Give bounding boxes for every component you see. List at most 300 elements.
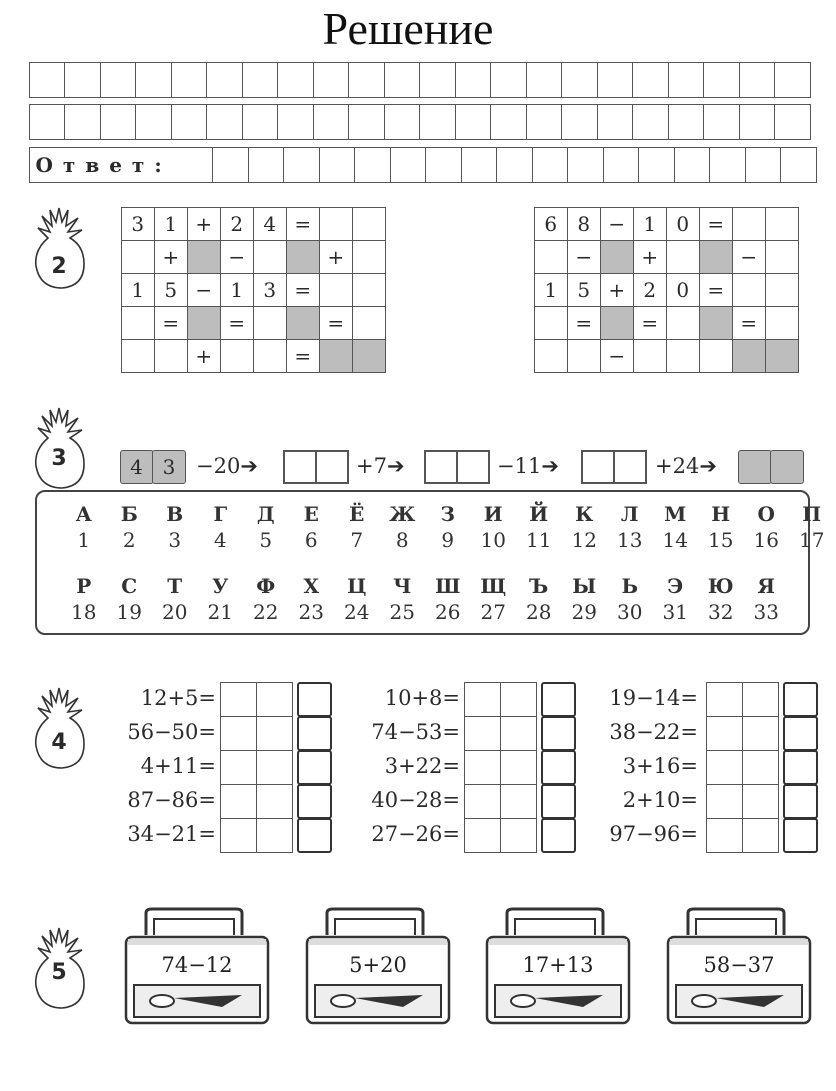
grid-cell[interactable] [666, 306, 701, 341]
grid-cell: = [286, 207, 321, 242]
answer-cell[interactable] [464, 682, 501, 717]
pineapple-icon [28, 680, 90, 770]
answer-cell[interactable] [456, 450, 490, 484]
letter: Б [120, 502, 138, 526]
alphabet-item [198, 502, 244, 552]
grid-cell: 1 [154, 207, 189, 242]
answer-label: Ответ: [29, 147, 214, 183]
kettle-expression: 5+20 [349, 953, 407, 977]
exercise-number: 2 [51, 254, 67, 279]
answer-cell[interactable] [674, 147, 711, 183]
letter: Ф [256, 574, 276, 598]
letter-number: 22 [253, 600, 279, 624]
grid-cell[interactable] [534, 306, 569, 341]
answer-cell[interactable] [500, 818, 537, 853]
letter: Н [711, 502, 731, 526]
answer-cell[interactable] [248, 147, 285, 183]
alphabet-item [107, 574, 153, 624]
answer-row [30, 104, 811, 140]
alphabet-item [61, 574, 107, 624]
letter-number: 6 [304, 528, 318, 552]
answer-cell[interactable] [256, 784, 293, 819]
answer-cell[interactable] [668, 62, 705, 98]
letter-number: 8 [395, 528, 409, 552]
answer-cell[interactable] [638, 147, 675, 183]
answer-cell[interactable] [390, 147, 427, 183]
grid-cell: = [567, 306, 602, 341]
grid-cell[interactable] [732, 273, 767, 308]
letter-cell[interactable] [783, 716, 818, 751]
chain-box [425, 450, 490, 484]
answer-cell[interactable] [742, 818, 779, 853]
grid-cell[interactable] [765, 240, 800, 275]
grid-cell[interactable] [600, 240, 635, 275]
grid-cell: − [600, 207, 635, 242]
page-title: Решение [322, 3, 494, 54]
letter-number: 14 [662, 528, 688, 552]
answer-cell[interactable] [100, 104, 137, 140]
answer-cell[interactable] [706, 682, 743, 717]
exercise-2-badge [28, 200, 90, 290]
answer-cell[interactable] [64, 104, 101, 140]
grid-cell[interactable] [352, 240, 387, 275]
letter-number: 1 [77, 528, 91, 552]
chain-op: −11➔ [497, 454, 559, 478]
letter: Ё [349, 502, 365, 526]
grid-cell: 3 [121, 207, 156, 242]
grid-row [122, 208, 386, 241]
letter-cell[interactable] [783, 784, 818, 819]
alphabet-item [380, 502, 426, 552]
grid-cell[interactable] [187, 240, 222, 275]
answer-cell[interactable] [242, 62, 279, 98]
letter-cell[interactable] [541, 784, 576, 819]
answer-cell[interactable] [313, 104, 350, 140]
answer-cell[interactable] [742, 716, 779, 751]
grid-row [535, 241, 799, 274]
answer-cell[interactable] [706, 818, 743, 853]
answer-cell[interactable] [277, 62, 314, 98]
expression: 3+22= [384, 754, 460, 778]
grid-cell[interactable] [286, 240, 321, 275]
alphabet-item [425, 574, 471, 624]
chain-box [284, 450, 349, 484]
grid-cell: + [187, 339, 222, 374]
letter-number: 32 [708, 600, 734, 624]
grid-row [122, 274, 386, 307]
letter-number: 12 [571, 528, 597, 552]
expression: 10+8= [384, 686, 460, 710]
answer-cell[interactable] [490, 104, 527, 140]
expression: 40−28= [371, 788, 460, 812]
letter: У [212, 574, 229, 598]
letter: З [440, 502, 455, 526]
start-digit: 3 [152, 450, 186, 484]
answer-cell[interactable] [283, 147, 320, 183]
answer-cell[interactable] [632, 104, 669, 140]
answer-cell[interactable] [171, 62, 208, 98]
grid-cell[interactable] [187, 306, 222, 341]
answer-cell[interactable] [770, 450, 804, 484]
answer-cell[interactable] [455, 104, 492, 140]
answer-cell[interactable] [283, 450, 317, 484]
grid-cell[interactable] [600, 306, 635, 341]
answer-cell[interactable] [561, 104, 598, 140]
grid-cell[interactable] [121, 306, 156, 341]
chain-op: −20➔ [196, 454, 258, 478]
grid-row [122, 340, 386, 373]
alphabet-item [744, 574, 790, 624]
letter-cell[interactable] [541, 818, 576, 853]
letter-number: 18 [71, 600, 97, 624]
alphabet-table [35, 490, 825, 635]
answer-cell[interactable] [706, 784, 743, 819]
answer-cell[interactable] [277, 104, 314, 140]
answer-cell[interactable] [384, 104, 421, 140]
grid-cell[interactable] [253, 240, 288, 275]
alphabet-item [334, 574, 380, 624]
expression: 4+11= [140, 754, 216, 778]
alphabet-item [289, 502, 335, 552]
answer-cell[interactable] [171, 104, 208, 140]
grid-cell[interactable] [352, 207, 387, 242]
letter: Т [167, 574, 183, 598]
letter-cell[interactable] [541, 682, 576, 717]
grid-cell: 5 [567, 273, 602, 308]
alphabet-item [243, 502, 289, 552]
grid-cell[interactable] [352, 273, 387, 308]
answer-cell[interactable] [100, 62, 137, 98]
letter: Ц [347, 574, 367, 598]
letter-cell[interactable] [297, 682, 332, 717]
answer-cell[interactable] [220, 818, 257, 853]
alphabet-item [289, 574, 335, 624]
grid-cell[interactable] [319, 339, 354, 374]
exercise-4-badge [28, 680, 90, 770]
letter-cell[interactable] [541, 750, 576, 785]
letter: Д [256, 502, 275, 526]
letter-cell[interactable] [783, 818, 818, 853]
letter-cell[interactable] [297, 784, 332, 819]
grid-cell[interactable] [154, 339, 189, 374]
letter: К [575, 502, 594, 526]
letter-number: 19 [116, 600, 142, 624]
answer-cell[interactable] [461, 147, 498, 183]
letter-number: 5 [259, 528, 273, 552]
answer-cell[interactable] [348, 62, 385, 98]
alphabet-item [607, 574, 653, 624]
letter: Ь [621, 574, 638, 598]
grid-cell: − [600, 339, 635, 374]
answer-cell[interactable] [64, 62, 101, 98]
grid-cell[interactable] [534, 240, 569, 275]
letter-number: 28 [526, 600, 552, 624]
grid-cell[interactable] [534, 339, 569, 374]
grid-cell: = [732, 306, 767, 341]
answer-cell[interactable] [206, 62, 243, 98]
answer-cell[interactable] [242, 104, 279, 140]
answer-cell[interactable] [706, 716, 743, 751]
answer-cell[interactable] [500, 784, 537, 819]
answer-cell[interactable] [384, 62, 421, 98]
letter-cell[interactable] [783, 682, 818, 717]
answer-cell[interactable] [464, 818, 501, 853]
alphabet-item [607, 502, 653, 552]
grid-cell: + [600, 273, 635, 308]
exercise-number: 4 [51, 730, 67, 755]
grid-cell[interactable] [319, 273, 354, 308]
answer-cell[interactable] [703, 104, 740, 140]
answer-cell[interactable] [774, 104, 811, 140]
answer-cell[interactable] [29, 62, 66, 98]
grid-row [535, 208, 799, 241]
answer-cell[interactable] [774, 62, 811, 98]
alphabet-item [61, 502, 107, 552]
alphabet-item [789, 502, 835, 552]
answer-cell[interactable] [29, 104, 66, 140]
grid-cell[interactable] [765, 273, 800, 308]
grid-cell: 8 [567, 207, 602, 242]
answer-cell[interactable] [526, 62, 563, 98]
alphabet-item [471, 574, 517, 624]
letter: Я [757, 574, 776, 598]
answer-cell[interactable] [256, 750, 293, 785]
grid-cell: 1 [633, 207, 668, 242]
letter-number: 3 [168, 528, 182, 552]
grid-row [122, 241, 386, 274]
alphabet-item [698, 502, 744, 552]
grid-cell: 0 [666, 207, 701, 242]
answer-cell[interactable] [742, 682, 779, 717]
letter-number: 30 [617, 600, 643, 624]
expression: 87−86= [127, 788, 216, 812]
answer-cell[interactable] [256, 682, 293, 717]
expression: 97−96= [609, 822, 698, 846]
answer-cell[interactable] [212, 147, 249, 183]
grid-cell[interactable] [699, 306, 734, 341]
grid-cell[interactable] [666, 240, 701, 275]
grid-cell[interactable] [286, 306, 321, 341]
alphabet-item [653, 574, 699, 624]
grid-cell[interactable] [699, 339, 734, 374]
answer-row [30, 62, 811, 98]
alphabet-item [744, 502, 790, 552]
expression: 74−53= [371, 720, 460, 744]
expression: 2+10= [622, 788, 698, 812]
letter: Ю [707, 574, 734, 598]
grid-cell: + [187, 207, 222, 242]
answer-cell[interactable] [500, 750, 537, 785]
grid-cell: − [220, 240, 255, 275]
kettle-card [664, 905, 814, 1025]
answer-cell[interactable] [739, 62, 776, 98]
grid-cell: 1 [220, 273, 255, 308]
grid-cell[interactable] [567, 339, 602, 374]
letter-number: 9 [441, 528, 455, 552]
grid-cell[interactable] [765, 306, 800, 341]
letter-number: 33 [753, 600, 779, 624]
grid-cell[interactable] [633, 339, 668, 374]
answer-cell[interactable] [220, 784, 257, 819]
grid-cell[interactable] [666, 339, 701, 374]
answer-cell[interactable] [742, 750, 779, 785]
exercise-number: 3 [51, 446, 67, 471]
answer-cell[interactable] [613, 450, 647, 484]
alphabet-item [107, 502, 153, 552]
kettle-expression: 58−37 [703, 953, 775, 977]
letter: Ы [572, 574, 597, 598]
grid-cell: = [633, 306, 668, 341]
letter-cell[interactable] [541, 716, 576, 751]
letter: Ъ [529, 574, 549, 598]
answer-cell[interactable] [206, 104, 243, 140]
answer-cell[interactable] [597, 104, 634, 140]
answer-cell[interactable] [526, 104, 563, 140]
letter-number: 7 [350, 528, 364, 552]
letter-cell[interactable] [297, 716, 332, 751]
kettle-expression: 17+13 [522, 953, 594, 977]
answer-cell[interactable] [668, 104, 705, 140]
letter: О [757, 502, 775, 526]
answer-cell[interactable] [220, 716, 257, 751]
alphabet-item [425, 502, 471, 552]
expression: 27−26= [371, 822, 460, 846]
grid-cell: + [633, 240, 668, 275]
answer-cell[interactable] [490, 62, 527, 98]
answer-cell[interactable] [455, 62, 492, 98]
letter-cell[interactable] [297, 750, 332, 785]
grid-cell[interactable] [352, 306, 387, 341]
answer-cell[interactable] [424, 450, 458, 484]
kettle-expression: 74−12 [161, 953, 233, 977]
letter-number: 10 [480, 528, 506, 552]
letter-number: 21 [207, 600, 233, 624]
grid-cell[interactable] [765, 207, 800, 242]
answer-cell[interactable] [256, 818, 293, 853]
answer-cell[interactable] [603, 147, 640, 183]
letter: Ш [435, 574, 461, 598]
answer-cell[interactable] [500, 682, 537, 717]
letter-number: 17 [799, 528, 825, 552]
kettle-card [303, 905, 453, 1025]
alphabet-item [516, 502, 562, 552]
grid-row [535, 340, 799, 373]
answer-cell[interactable] [220, 682, 257, 717]
grid-cell: = [154, 306, 189, 341]
answer-cell[interactable] [464, 750, 501, 785]
letter-number: 15 [708, 528, 734, 552]
answer-cell[interactable] [706, 750, 743, 785]
expression: 34−21= [127, 822, 216, 846]
grid-row [535, 274, 799, 307]
answer-cell[interactable] [425, 147, 462, 183]
answer-cell[interactable] [419, 62, 456, 98]
kettle-card [122, 905, 272, 1025]
letter-number: 25 [389, 600, 415, 624]
answer-cell[interactable] [597, 62, 634, 98]
chain-op: +7➔ [356, 454, 405, 478]
grid-cell: = [319, 306, 354, 341]
grid-cell[interactable] [319, 207, 354, 242]
letter: Й [529, 502, 549, 526]
answer-cell[interactable] [419, 104, 456, 140]
letter-number: 27 [480, 600, 506, 624]
grid-cell[interactable] [765, 339, 800, 374]
start-digit: 4 [120, 450, 154, 484]
answer-cell[interactable] [738, 450, 772, 484]
expression: 12+5= [140, 686, 216, 710]
letter-cell[interactable] [297, 818, 332, 853]
grid-cell[interactable] [253, 339, 288, 374]
grid-cell[interactable] [732, 339, 767, 374]
exercise-5-badge [28, 920, 90, 1010]
answer-cell[interactable] [354, 147, 391, 183]
letter-number: 26 [435, 600, 461, 624]
answer-cell[interactable] [315, 450, 349, 484]
answer-cell[interactable] [256, 716, 293, 751]
letter-number: 23 [298, 600, 324, 624]
answer-cell[interactable] [220, 750, 257, 785]
answer-cell[interactable] [561, 62, 598, 98]
alphabet-item [562, 574, 608, 624]
letter-number: 24 [344, 600, 370, 624]
grid-cell: 2 [220, 207, 255, 242]
grid-cell[interactable] [253, 306, 288, 341]
letter-number: 13 [617, 528, 643, 552]
answer-cell[interactable] [313, 62, 350, 98]
letter: В [166, 502, 184, 526]
letter-number: 16 [753, 528, 779, 552]
letter: Щ [480, 574, 507, 598]
answer-cell[interactable] [709, 147, 746, 183]
grid-cell[interactable] [352, 339, 387, 374]
grid-cell[interactable] [699, 240, 734, 275]
answer-cell[interactable] [319, 147, 356, 183]
answer-cell[interactable] [496, 147, 533, 183]
grid-cell[interactable] [121, 339, 156, 374]
answer-cell[interactable] [567, 147, 604, 183]
letter-cell[interactable] [783, 750, 818, 785]
answer-cell[interactable] [745, 147, 782, 183]
answer-cell[interactable] [703, 62, 740, 98]
exercise-number: 5 [51, 960, 67, 985]
answer-cell[interactable] [532, 147, 569, 183]
answer-cell[interactable] [464, 716, 501, 751]
answer-cell[interactable] [500, 716, 537, 751]
grid-cell[interactable] [220, 339, 255, 374]
alphabet-item [152, 502, 198, 552]
answer-row [30, 147, 817, 183]
answer-cell[interactable] [464, 784, 501, 819]
grid-cell[interactable] [732, 207, 767, 242]
letter: Л [620, 502, 639, 526]
answer-cell[interactable] [739, 104, 776, 140]
answer-cell[interactable] [780, 147, 817, 183]
expression: 38−22= [609, 720, 698, 744]
alphabet-item [380, 574, 426, 624]
grid-cell: − [732, 240, 767, 275]
answer-cell[interactable] [581, 450, 615, 484]
letter-number: 11 [526, 528, 552, 552]
answer-cell[interactable] [135, 104, 172, 140]
answer-cell[interactable] [135, 62, 172, 98]
answer-cell[interactable] [348, 104, 385, 140]
letter-number: 31 [662, 600, 688, 624]
answer-cell[interactable] [742, 784, 779, 819]
grid-cell: − [187, 273, 222, 308]
grid-cell[interactable] [121, 240, 156, 275]
answer-cell[interactable] [632, 62, 669, 98]
